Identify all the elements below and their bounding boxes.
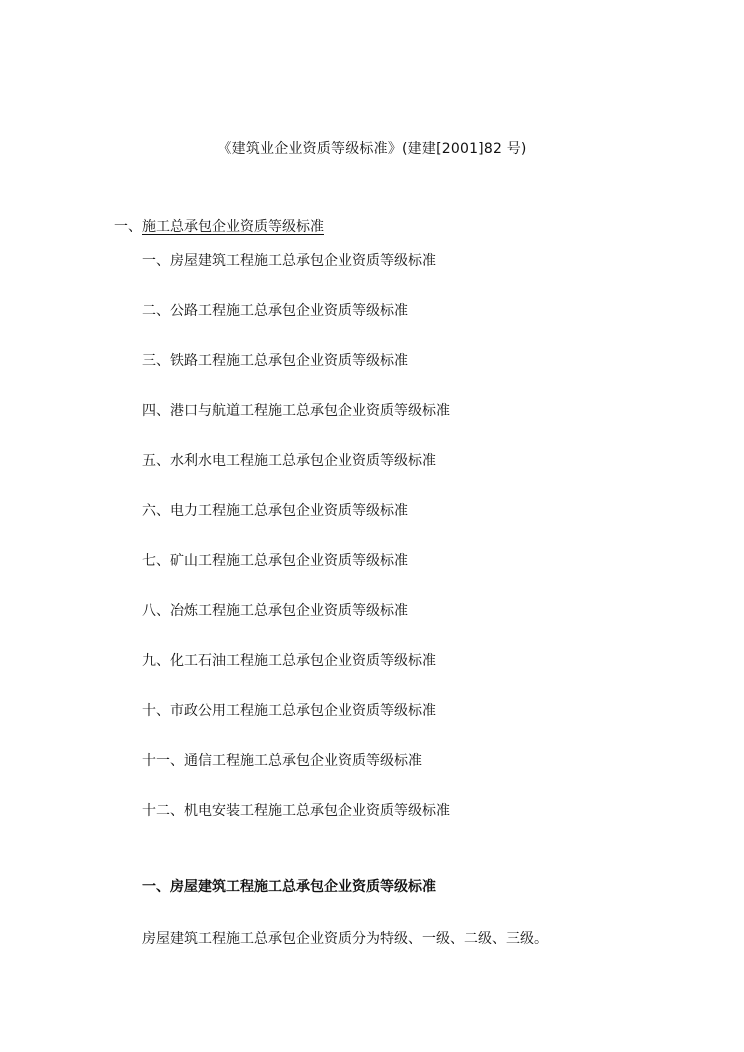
document-title: 《建筑业企业资质等级标准》(建建[2001]82 号)	[217, 141, 527, 157]
toc-item: 十一、通信工程施工总承包企业资质等级标准	[142, 753, 422, 769]
section-heading-text: 施工总承包企业资质等级标准	[142, 219, 324, 235]
toc-item: 三、铁路工程施工总承包企业资质等级标准	[142, 353, 408, 369]
toc-item: 九、化工石油工程施工总承包企业资质等级标准	[142, 653, 436, 669]
section-heading-prefix: 一、	[114, 219, 142, 235]
toc-item: 八、冶炼工程施工总承包企业资质等级标准	[142, 603, 408, 619]
body-paragraph: 房屋建筑工程施工总承包企业资质分为特级、一级、二级、三级。	[142, 931, 548, 947]
toc-item: 二、公路工程施工总承包企业资质等级标准	[142, 303, 408, 319]
sub-section-heading: 一、房屋建筑工程施工总承包企业资质等级标准	[142, 879, 436, 895]
section-heading	[114, 216, 324, 236]
toc-item: 十、市政公用工程施工总承包企业资质等级标准	[142, 703, 436, 719]
toc-item: 四、港口与航道工程施工总承包企业资质等级标准	[142, 403, 450, 419]
toc-item: 七、矿山工程施工总承包企业资质等级标准	[142, 553, 408, 569]
toc-item: 五、水利水电工程施工总承包企业资质等级标准	[142, 453, 436, 469]
toc-item: 一、房屋建筑工程施工总承包企业资质等级标准	[142, 253, 436, 269]
table-of-contents	[142, 251, 450, 851]
toc-item: 十二、机电安装工程施工总承包企业资质等级标准	[142, 803, 450, 819]
toc-item: 六、电力工程施工总承包企业资质等级标准	[142, 503, 408, 519]
